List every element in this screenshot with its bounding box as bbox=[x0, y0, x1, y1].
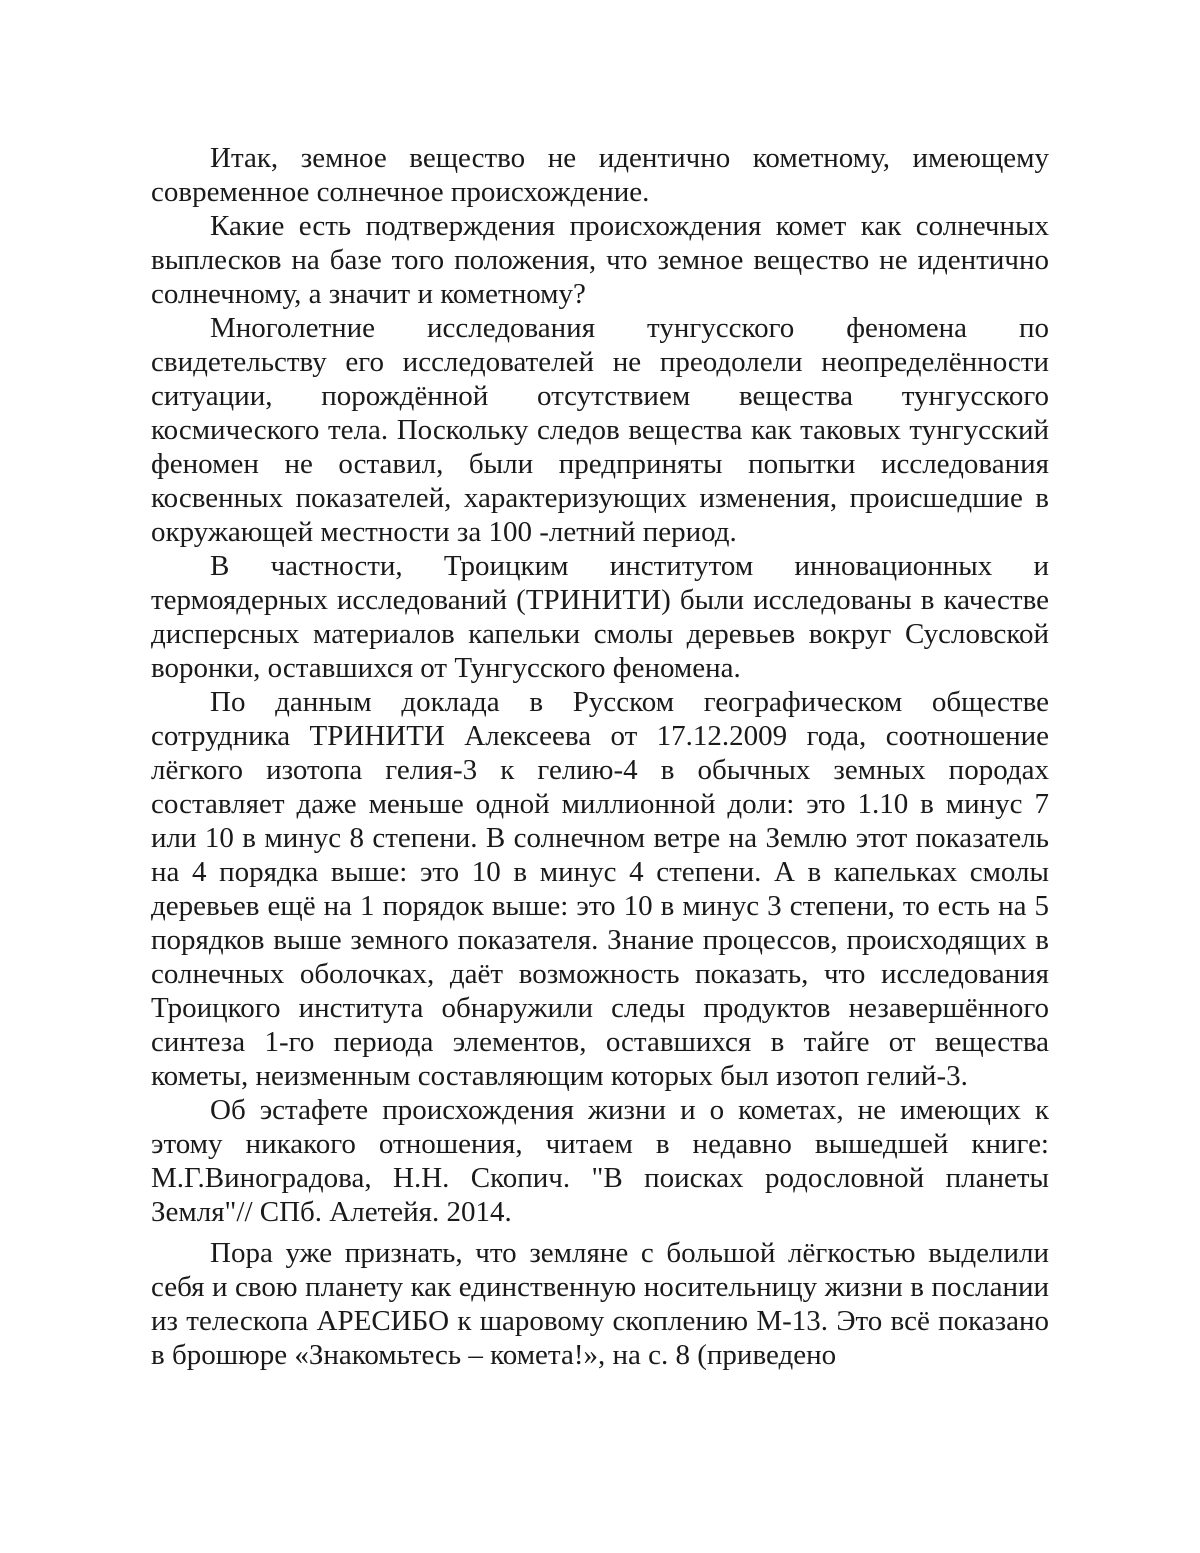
document-body bbox=[151, 141, 1049, 1372]
paragraph-triniti-study: В частности, Троицким институтом инновационных и термоядерных исследований (ТРИНИТИ) были исследованы в качестве дисперсных материалов капельки смолы деревьев вокруг Сусловской воронки, оставшихся от Тунгусского феномена. bbox=[151, 550, 1049, 684]
paragraph-book-reference: Об эстафете происхождения жизни и о кометах, не имеющих к этому никакого отношения, читаем в недавно вышедшей книге: М.Г.Виноградова, Н.Н. Скопич. "В поисках родословной планеты Земля"// СПб. Алетейя. 2014. bbox=[151, 1094, 1049, 1228]
paragraph-tunguska-research: Многолетние исследования тунгусского феномена по свидетельству его исследователей не преодолели неопределённости ситуации, порождённой отсутствием вещества тунгусского космического тела. Поскольку следов вещества как таковых тунгусский феномен не оставил, были предприняты попытки исследования косвенных показателей, характеризующих изменения, происшедшие в окружающей местности за 100 -летний период. bbox=[151, 312, 1049, 548]
paragraph-arecibo-message: Пора уже признать, что земляне с большой лёгкостью выделили себя и свою планету как единственную носительницу жизни в послании из телескопа АРЕСИБО к шаровому скоплению М-13. Это всё показано в брошюре «Знакомьтесь – комета!», на с. 8 (приведено bbox=[151, 1237, 1049, 1371]
paragraph-helium-isotopes: По данным доклада в Русском географическом обществе сотрудника ТРИНИТИ Алексеева от 17.12.2009 года, соотношение лёгкого изотопа гелия-3 к гелию-4 в обычных земных породах составляет даже меньше одной миллионной доли: это 1.10 в минус 7 или 10 в минус 8 степени. В солнечном ветре на Землю этот показатель на 4 порядка выше: это 10 в минус 4 степени. А в капельках смолы деревьев ещё на 1 порядок выше: это 10 в минус 3 степени, то есть на 5 порядков выше земного показателя. Знание процессов, происходящих в солнечных оболочках, даёт возможность показать, что исследования Троицкого института обнаружили следы продуктов незавершённого синтеза 1-го периода элементов, оставшихся в тайге от вещества кометы, неизменным составляющим которых был изотоп гелий-3. bbox=[151, 686, 1049, 1092]
paragraph-comet-confirmation: Какие есть подтверждения происхождения комет как солнечных выплесков на базе того положения, что земное вещество не идентично солнечному, а значит и кометному? bbox=[151, 210, 1049, 310]
paragraph-earth-matter: Итак, земное вещество не идентично кометному, имеющему современное солнечное происхождение. bbox=[151, 142, 1049, 208]
